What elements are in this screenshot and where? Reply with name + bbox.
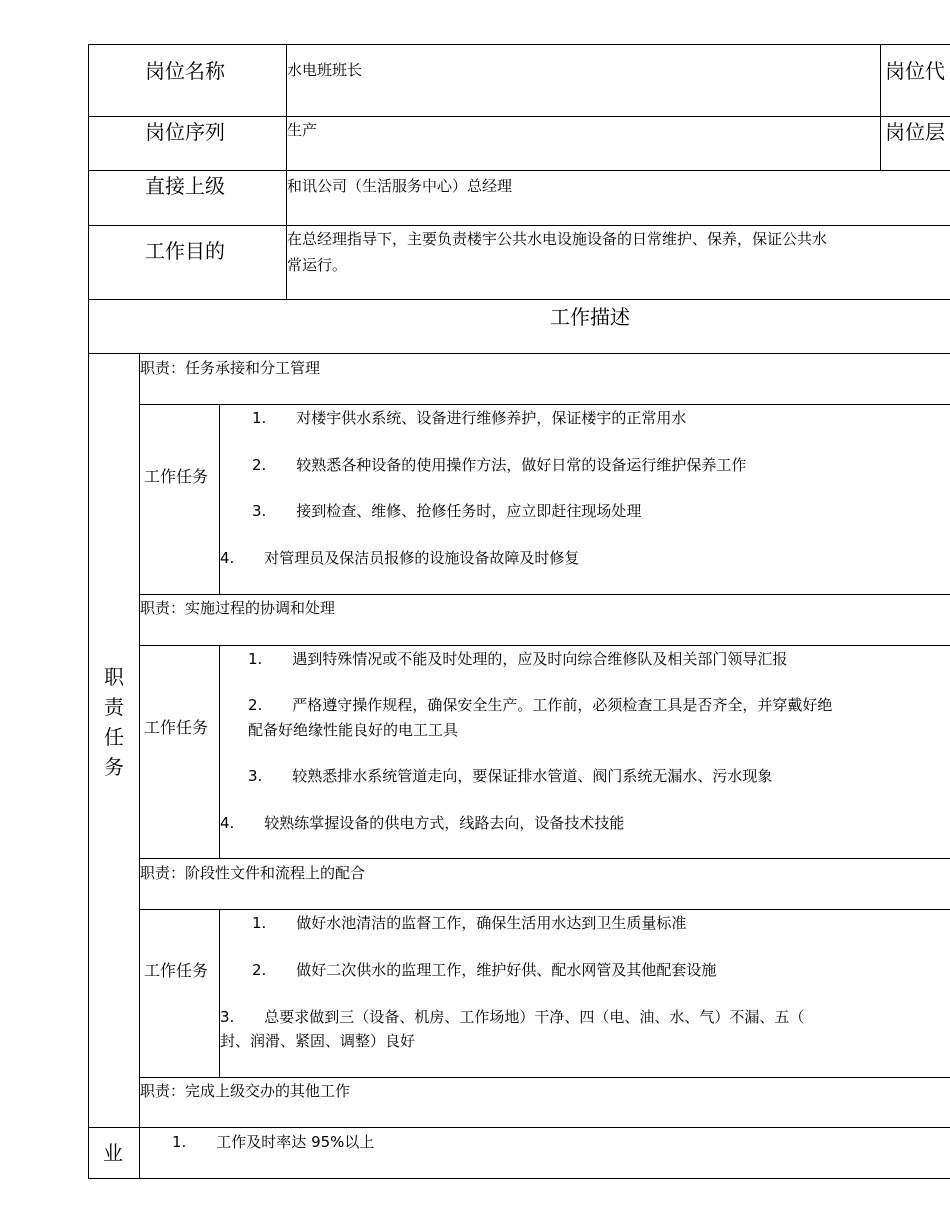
task-item: 2. 较熟悉各种设备的使用操作方法，做好日常的设备运行维护保养工作: [252, 456, 747, 474]
performance-side-label: 业: [103, 1141, 123, 1165]
responsibilities-side-label: [89, 662, 139, 782]
performance-item: 1. 工作及时率达 95%以上: [172, 1133, 375, 1151]
task-label: 工作任务: [144, 961, 209, 980]
position-sequence-label: 岗位序列: [145, 120, 225, 144]
task-item: 1. 对楼宇供水系统、设备进行维修养护，保证楼宇的正常用水: [252, 409, 687, 427]
task-item: 4. 较熟练掌握设备的供电方式，线路去向，设备技术技能: [220, 814, 625, 832]
duty-title: 职责：任务承接和分工管理: [140, 359, 321, 377]
work-description-title: 工作描述: [550, 305, 630, 329]
position-sequence-value: 生产: [287, 121, 318, 139]
task-item: 3. 接到检查、维修、抢修任务时，应立即赶往现场处理: [252, 502, 642, 520]
task-item-continuation: 封、润滑、紧固、调整）良好: [220, 1032, 416, 1050]
position-level-label: 岗位层: [885, 120, 945, 144]
task-item: 1. 遇到特殊情况或不能及时处理的，应及时向综合维修队及相关部门领导汇报: [248, 650, 788, 668]
task-item: 4. 对管理员及保洁员报修的设施设备故障及时修复: [220, 549, 580, 567]
task-item: 2. 做好二次供水的监理工作，维护好供、配水网管及其他配套设施: [252, 961, 717, 979]
position-name-label: 岗位名称: [145, 59, 225, 83]
task-label: 工作任务: [144, 718, 209, 737]
task-item: 3. 总要求做到三（设备、机房、工作场地）干净、四（电、油、水、气）不漏、五（: [220, 1008, 805, 1026]
position-code-label: 岗位代: [885, 59, 945, 83]
duty-title: 职责：完成上级交办的其他工作: [140, 1082, 351, 1100]
side-char: 务: [104, 755, 124, 779]
task-item-continuation: 配备好绝缘性能良好的电工工具: [248, 721, 459, 739]
direct-superior-value: 和讯公司（生活服务中心）总经理: [287, 177, 513, 195]
task-item: 2. 严格遵守操作规程，确保安全生产。工作前，必须检查工具是否齐全，并穿戴好绝: [248, 696, 833, 714]
task-item: 3. 较熟悉排水系统管道走向，要保证排水管道、阀门系统无漏水、污水现象: [248, 767, 773, 785]
duty-title: 职责：实施过程的协调和处理: [140, 599, 336, 617]
position-name-value: 水电班班长: [287, 61, 363, 79]
side-char: 职: [104, 665, 124, 689]
task-item: 1. 做好水池清洁的监督工作，确保生活用水达到卫生质量标准: [252, 914, 687, 932]
side-char: 责: [104, 695, 124, 719]
work-purpose-line-2: 常运行。: [287, 256, 348, 274]
duty-title: 职责：阶段性文件和流程上的配合: [140, 864, 366, 882]
work-purpose-line-1: 在总经理指导下，主要负责楼宇公共水电设施设备的日常维护、保养，保证公共水: [287, 230, 828, 248]
work-purpose-label: 工作目的: [145, 239, 225, 263]
side-char: 任: [104, 725, 124, 749]
direct-superior-label: 直接上级: [145, 174, 225, 198]
task-label: 工作任务: [144, 467, 209, 486]
